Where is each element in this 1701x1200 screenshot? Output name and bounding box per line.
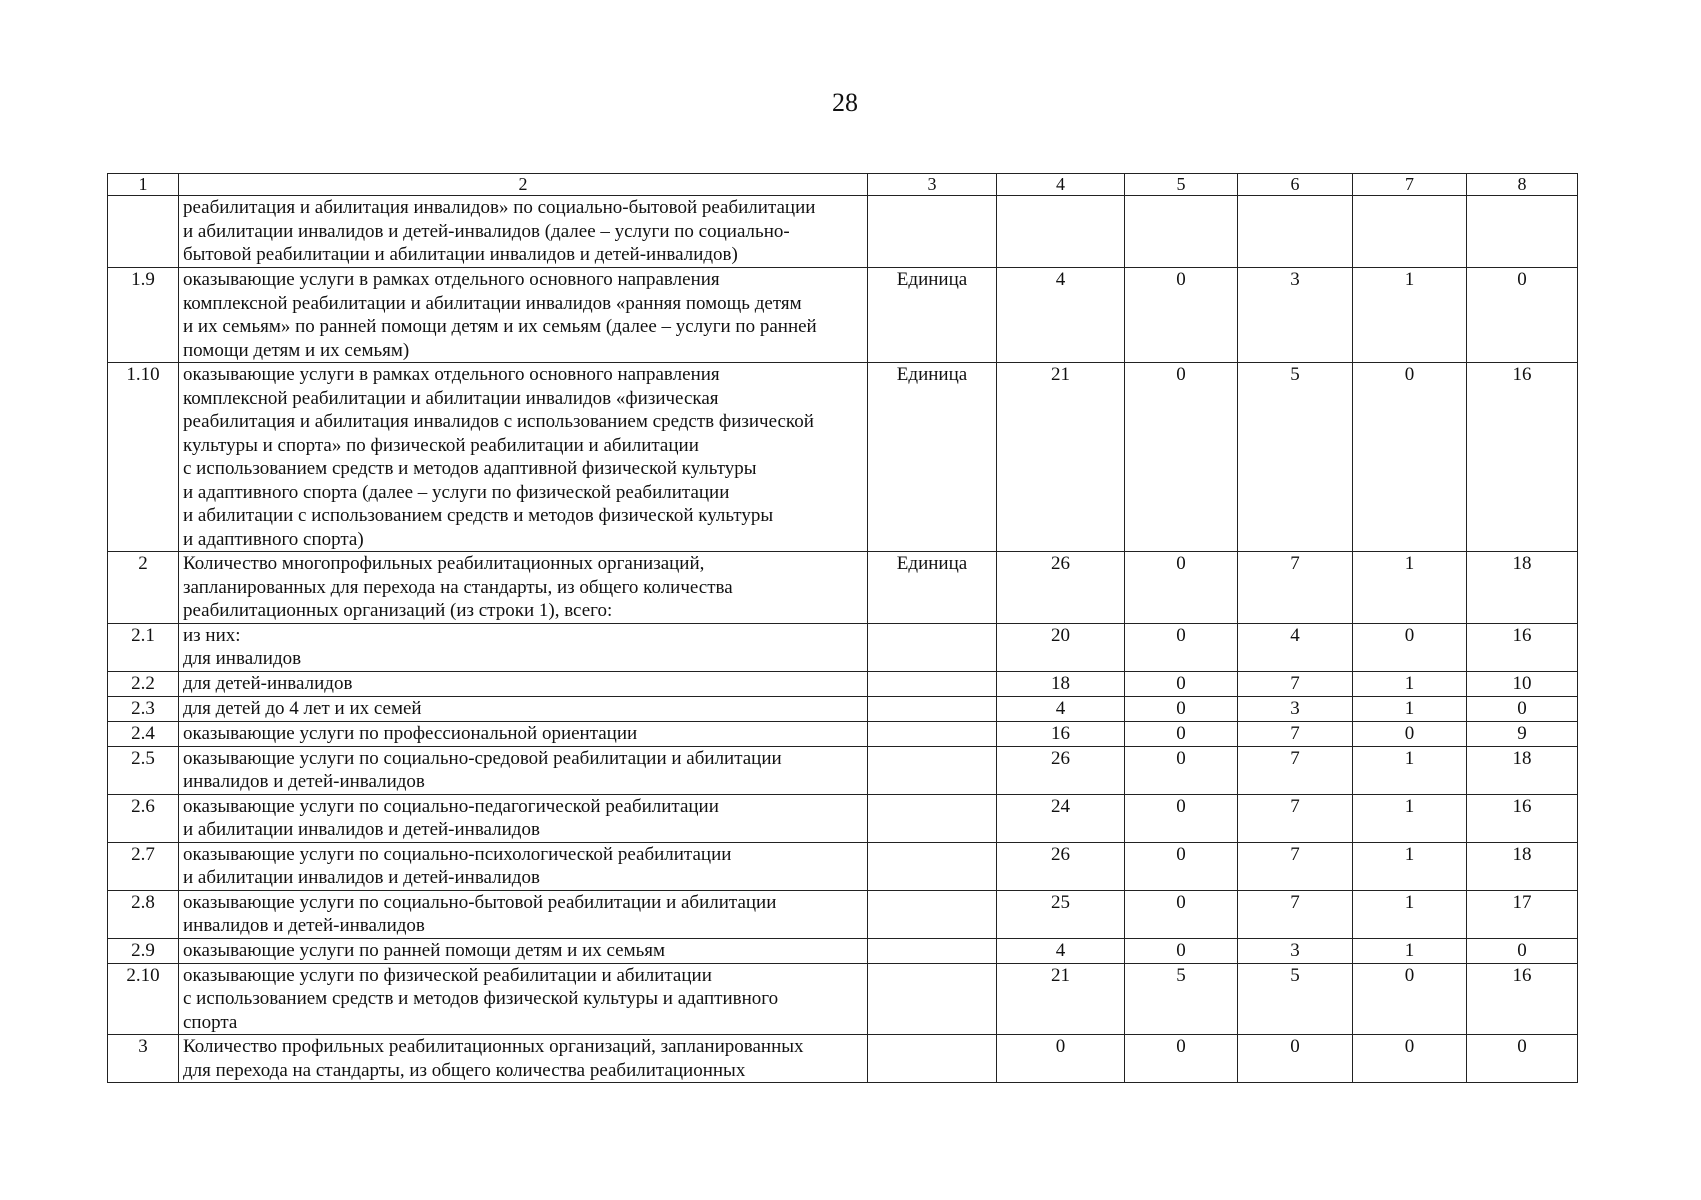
table-row xyxy=(108,671,1578,696)
value-cell-col5: 0 xyxy=(1125,268,1238,363)
value-cell-col8: 17 xyxy=(1467,890,1578,938)
row-number-cell: 3 xyxy=(108,1035,179,1083)
value-cell-col4: 0 xyxy=(997,1035,1125,1083)
unit-cell: Единица xyxy=(868,268,997,363)
row-number-cell xyxy=(108,196,179,268)
value-cell-col6: 5 xyxy=(1238,963,1353,1035)
value-cell-col6: 3 xyxy=(1238,268,1353,363)
column-header-4: 4 xyxy=(997,174,1125,196)
indicator-name-cell: оказывающие услуги в рамках отдельного основного направления комплексной реабилитации и абилитации инвалидов «физическая реабилитация и абилитация инвалидов с использованием средств физической культуры и спорта» по физической реабилитации и абилитации с использованием средств и методов адаптивной физической культуры и адаптивного спорта (далее – услуги по физической реабилитации и абилитации с использованием средств и методов физической культуры и адаптивного спорта) xyxy=(179,363,868,552)
value-cell-col7: 0 xyxy=(1353,363,1467,552)
value-cell-col8: 16 xyxy=(1467,963,1578,1035)
table-row xyxy=(108,746,1578,794)
value-cell-col6: 4 xyxy=(1238,623,1353,671)
value-cell-col5 xyxy=(1125,196,1238,268)
row-number-cell: 2.4 xyxy=(108,721,179,746)
value-cell-col7: 0 xyxy=(1353,963,1467,1035)
table-row xyxy=(108,721,1578,746)
column-header-5: 5 xyxy=(1125,174,1238,196)
page-number: 28 xyxy=(832,88,858,117)
value-cell-col5: 0 xyxy=(1125,890,1238,938)
row-number-cell: 2.10 xyxy=(108,963,179,1035)
row-number-cell: 2.7 xyxy=(108,842,179,890)
value-cell-col8: 16 xyxy=(1467,794,1578,842)
value-cell-col6 xyxy=(1238,196,1353,268)
value-cell-col7: 1 xyxy=(1353,268,1467,363)
value-cell-col4 xyxy=(997,196,1125,268)
value-cell-col6: 7 xyxy=(1238,842,1353,890)
row-number-cell: 2.1 xyxy=(108,623,179,671)
value-cell-col7: 0 xyxy=(1353,1035,1467,1083)
data-table xyxy=(107,173,1578,1083)
value-cell-col8: 10 xyxy=(1467,671,1578,696)
value-cell-col5: 0 xyxy=(1125,721,1238,746)
value-cell-col8: 0 xyxy=(1467,938,1578,963)
indicator-name-cell: оказывающие услуги по ранней помощи детям и их семьям xyxy=(179,938,868,963)
table-row xyxy=(108,794,1578,842)
value-cell-col8: 0 xyxy=(1467,696,1578,721)
value-cell-col5: 0 xyxy=(1125,938,1238,963)
value-cell-col5: 0 xyxy=(1125,842,1238,890)
value-cell-col5: 0 xyxy=(1125,363,1238,552)
indicator-name-cell: оказывающие услуги по социально-бытовой реабилитации и абилитации инвалидов и детей-инвалидов xyxy=(179,890,868,938)
indicator-name-cell: из них: для инвалидов xyxy=(179,623,868,671)
unit-cell xyxy=(868,794,997,842)
value-cell-col6: 5 xyxy=(1238,363,1353,552)
value-cell-col4: 18 xyxy=(997,671,1125,696)
table-row xyxy=(108,363,1578,552)
value-cell-col6: 7 xyxy=(1238,794,1353,842)
value-cell-col7: 0 xyxy=(1353,623,1467,671)
indicator-name-cell: оказывающие услуги по социально-психологической реабилитации и абилитации инвалидов и детей-инвалидов xyxy=(179,842,868,890)
row-number-cell: 1.9 xyxy=(108,268,179,363)
unit-cell xyxy=(868,746,997,794)
value-cell-col8: 18 xyxy=(1467,842,1578,890)
value-cell-col6: 0 xyxy=(1238,1035,1353,1083)
value-cell-col4: 26 xyxy=(997,746,1125,794)
value-cell-col8: 18 xyxy=(1467,746,1578,794)
indicator-name-cell: оказывающие услуги по физической реабилитации и абилитации с использованием средств и методов физической культуры и адаптивного спорта xyxy=(179,963,868,1035)
value-cell-col4: 26 xyxy=(997,552,1125,624)
value-cell-col6: 7 xyxy=(1238,671,1353,696)
unit-cell xyxy=(868,963,997,1035)
table-row xyxy=(108,196,1578,268)
value-cell-col4: 4 xyxy=(997,268,1125,363)
value-cell-col5: 0 xyxy=(1125,696,1238,721)
value-cell-col7: 1 xyxy=(1353,671,1467,696)
row-number-cell: 2.3 xyxy=(108,696,179,721)
column-header-6: 6 xyxy=(1238,174,1353,196)
unit-cell xyxy=(868,938,997,963)
unit-cell: Единица xyxy=(868,363,997,552)
value-cell-col7 xyxy=(1353,196,1467,268)
value-cell-col7: 0 xyxy=(1353,721,1467,746)
value-cell-col6: 7 xyxy=(1238,721,1353,746)
row-number-cell: 2.6 xyxy=(108,794,179,842)
value-cell-col6: 3 xyxy=(1238,696,1353,721)
table-row xyxy=(108,842,1578,890)
value-cell-col4: 26 xyxy=(997,842,1125,890)
column-header-1: 1 xyxy=(108,174,179,196)
column-header-8: 8 xyxy=(1467,174,1578,196)
value-cell-col5: 0 xyxy=(1125,671,1238,696)
value-cell-col8 xyxy=(1467,196,1578,268)
value-cell-col4: 21 xyxy=(997,363,1125,552)
value-cell-col4: 21 xyxy=(997,963,1125,1035)
unit-cell xyxy=(868,671,997,696)
row-number-cell: 2.8 xyxy=(108,890,179,938)
value-cell-col6: 7 xyxy=(1238,746,1353,794)
table-row xyxy=(108,963,1578,1035)
indicator-name-cell: для детей-инвалидов xyxy=(179,671,868,696)
unit-cell xyxy=(868,196,997,268)
value-cell-col4: 20 xyxy=(997,623,1125,671)
unit-cell xyxy=(868,842,997,890)
value-cell-col6: 3 xyxy=(1238,938,1353,963)
value-cell-col7: 1 xyxy=(1353,842,1467,890)
unit-cell xyxy=(868,721,997,746)
value-cell-col7: 1 xyxy=(1353,890,1467,938)
value-cell-col7: 1 xyxy=(1353,794,1467,842)
value-cell-col4: 16 xyxy=(997,721,1125,746)
row-number-cell: 2.5 xyxy=(108,746,179,794)
indicator-name-cell: оказывающие услуги по профессиональной ориентации xyxy=(179,721,868,746)
column-header-2: 2 xyxy=(179,174,868,196)
unit-cell xyxy=(868,890,997,938)
value-cell-col8: 0 xyxy=(1467,1035,1578,1083)
table-row xyxy=(108,696,1578,721)
column-header-3: 3 xyxy=(868,174,997,196)
value-cell-col4: 25 xyxy=(997,890,1125,938)
indicator-name-cell: Количество профильных реабилитационных организаций, запланированных для перехода на стандарты, из общего количества реабилитационных xyxy=(179,1035,868,1083)
value-cell-col5: 5 xyxy=(1125,963,1238,1035)
row-number-cell: 2 xyxy=(108,552,179,624)
value-cell-col5: 0 xyxy=(1125,623,1238,671)
table-row xyxy=(108,268,1578,363)
value-cell-col7: 1 xyxy=(1353,552,1467,624)
unit-cell xyxy=(868,696,997,721)
value-cell-col8: 16 xyxy=(1467,623,1578,671)
table-row xyxy=(108,623,1578,671)
value-cell-col5: 0 xyxy=(1125,794,1238,842)
column-header-7: 7 xyxy=(1353,174,1467,196)
indicator-name-cell: оказывающие услуги по социально-педагогической реабилитации и абилитации инвалидов и детей-инвалидов xyxy=(179,794,868,842)
value-cell-col5: 0 xyxy=(1125,1035,1238,1083)
table-row xyxy=(108,890,1578,938)
indicator-name-cell: оказывающие услуги в рамках отдельного основного направления комплексной реабилитации и абилитации инвалидов «ранняя помощь детям и их семьям» по ранней помощи детям и их семьям (далее – услуги по ранней помощи детям и их семьям) xyxy=(179,268,868,363)
row-number-cell: 2.9 xyxy=(108,938,179,963)
value-cell-col4: 24 xyxy=(997,794,1125,842)
unit-cell: Единица xyxy=(868,552,997,624)
table-body xyxy=(108,196,1578,1083)
value-cell-col5: 0 xyxy=(1125,552,1238,624)
value-cell-col7: 1 xyxy=(1353,938,1467,963)
value-cell-col8: 0 xyxy=(1467,268,1578,363)
value-cell-col6: 7 xyxy=(1238,890,1353,938)
value-cell-col4: 4 xyxy=(997,696,1125,721)
indicator-name-cell: Количество многопрофильных реабилитационных организаций, запланированных для перехода на стандарты, из общего количества реабилитационных организаций (из строки 1), всего: xyxy=(179,552,868,624)
table-row xyxy=(108,552,1578,624)
unit-cell xyxy=(868,1035,997,1083)
indicator-name-cell: для детей до 4 лет и их семей xyxy=(179,696,868,721)
table-row xyxy=(108,1035,1578,1083)
value-cell-col7: 1 xyxy=(1353,696,1467,721)
indicator-name-cell: оказывающие услуги по социально-средовой реабилитации и абилитации инвалидов и детей-инвалидов xyxy=(179,746,868,794)
value-cell-col8: 9 xyxy=(1467,721,1578,746)
value-cell-col6: 7 xyxy=(1238,552,1353,624)
table-row xyxy=(108,938,1578,963)
value-cell-col8: 16 xyxy=(1467,363,1578,552)
table-header-row xyxy=(108,174,1578,196)
value-cell-col8: 18 xyxy=(1467,552,1578,624)
value-cell-col5: 0 xyxy=(1125,746,1238,794)
indicator-name-cell: реабилитация и абилитация инвалидов» по социально-бытовой реабилитации и абилитации инвалидов и детей-инвалидов (далее – услуги по социально- бытовой реабилитации и абилитации инвалидов и детей-инвалидов) xyxy=(179,196,868,268)
value-cell-col7: 1 xyxy=(1353,746,1467,794)
row-number-cell: 1.10 xyxy=(108,363,179,552)
value-cell-col4: 4 xyxy=(997,938,1125,963)
row-number-cell: 2.2 xyxy=(108,671,179,696)
unit-cell xyxy=(868,623,997,671)
